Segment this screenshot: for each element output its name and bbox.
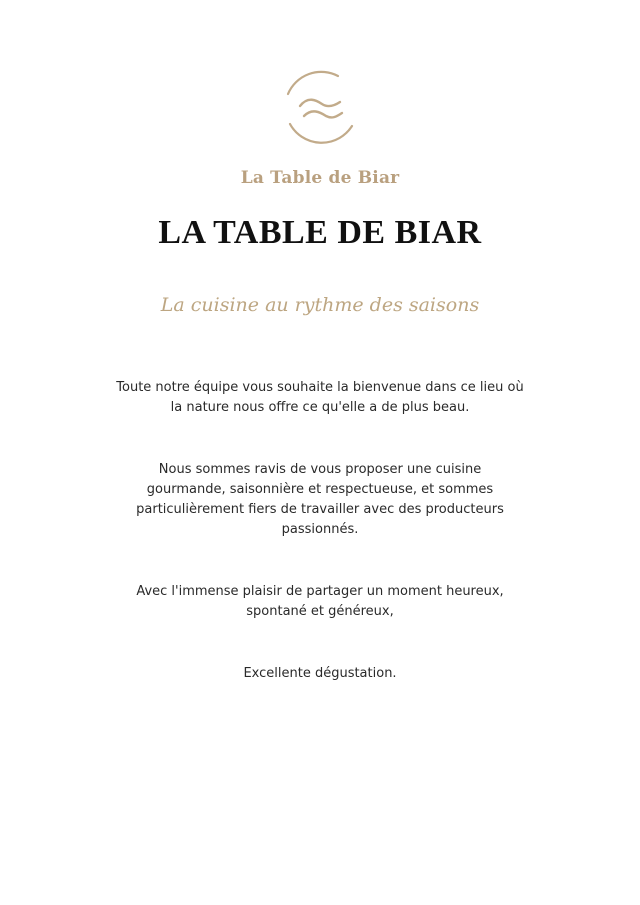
closing-paragraph: Excellente dégustation. [243, 666, 397, 681]
sharing-paragraph: Avec l'immense plaisir de partager un moment heureux, spontané et généreux, [136, 584, 504, 619]
waves-circle-logo-icon [280, 66, 360, 154]
tagline: La cuisine au rythme des saisons [160, 294, 480, 316]
brand-name: La Table de Biar [240, 168, 400, 188]
page-title: LA TABLE DE BIAR [158, 214, 482, 251]
cuisine-paragraph: Nous sommes ravis de vous proposer une cuisine gourmande, saisonnière et respectueuse, et sommes particulièrement fiers de travailler avec des producteurs passionnés. [136, 462, 504, 537]
welcome-paragraph: Toute notre équipe vous souhaite la bienvenue dans ce lieu où la nature nous offre ce qu'elle a de plus beau. [116, 380, 524, 415]
